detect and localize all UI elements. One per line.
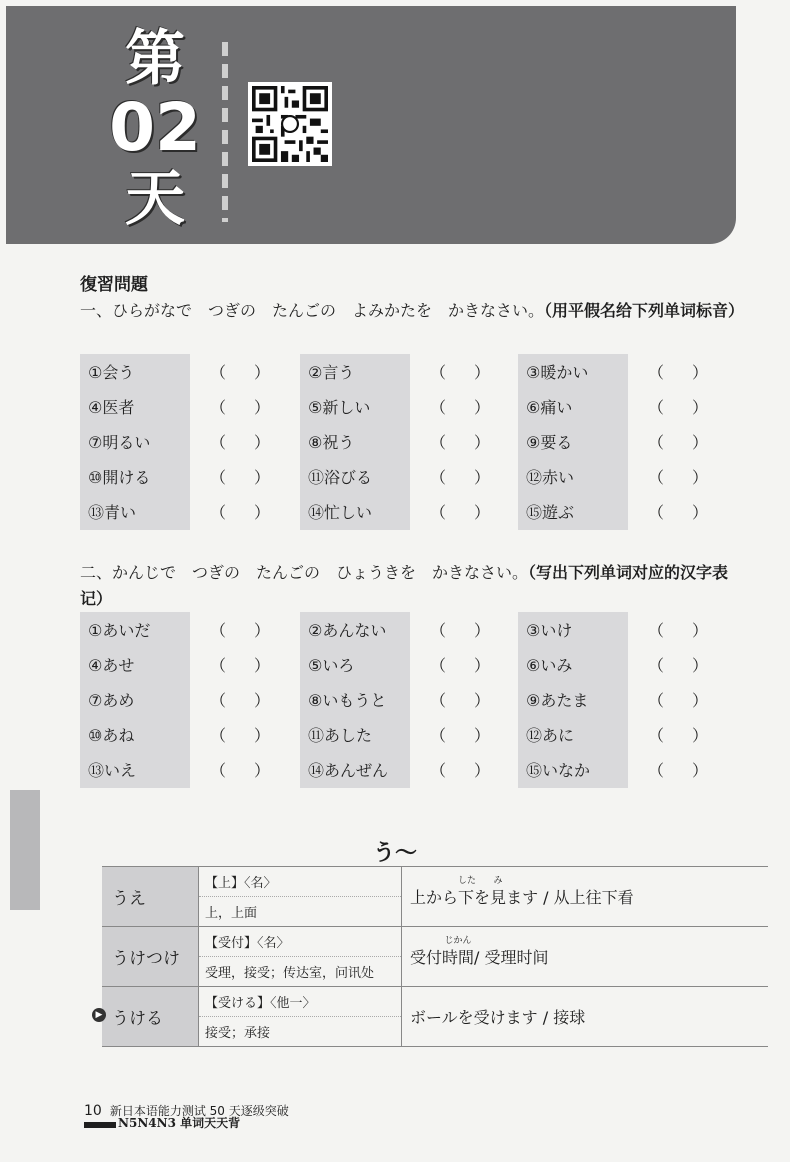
question-word: ⑥いみ <box>526 656 573 675</box>
question-word: ⑩開ける <box>88 468 151 487</box>
paren-open: （ <box>210 398 227 417</box>
paren-close: ） <box>691 621 708 640</box>
paren-open: （ <box>648 433 665 452</box>
question-row <box>80 682 300 717</box>
answer-blank[interactable] <box>410 430 498 453</box>
paren-close: ） <box>473 433 490 452</box>
vocab-kana: うけつけ <box>102 927 198 986</box>
answer-blank[interactable] <box>190 688 278 711</box>
question-row <box>518 752 738 787</box>
ruby-reading: した <box>458 876 477 886</box>
question-2-title-zh: （写出下列单词对应的汉字表记） <box>80 563 729 608</box>
paren-close: ） <box>473 726 490 745</box>
question-word: ⑬青い <box>88 503 137 522</box>
example-post: ます / 从上往下看 <box>506 888 634 907</box>
question-word: ⑫あに <box>526 726 575 745</box>
question-row <box>300 752 520 787</box>
question-2-title <box>80 560 748 612</box>
vocab-info <box>198 867 402 926</box>
paren-open: （ <box>648 726 665 745</box>
answer-blank[interactable] <box>628 618 716 641</box>
question-row <box>300 424 520 459</box>
paren-close: ） <box>253 761 270 780</box>
question-word: ②あんない <box>308 621 387 640</box>
paren-close: ） <box>473 468 490 487</box>
question-word: ⑪あした <box>308 726 373 745</box>
paren-open: （ <box>430 398 447 417</box>
answer-blank[interactable] <box>628 500 716 523</box>
example-mid: を <box>474 888 491 907</box>
vocab-head: 【受付】〈名〉 <box>199 927 401 957</box>
question-row <box>300 354 520 389</box>
question-row <box>80 494 300 529</box>
paren-open: （ <box>430 503 447 522</box>
section-heading: う～ <box>372 841 417 866</box>
answer-blank[interactable] <box>190 360 278 383</box>
example-post: / 受理时间 <box>474 948 549 967</box>
question-word: ⑩あね <box>88 726 135 745</box>
ruby-reading: み <box>493 876 503 886</box>
paren-close: ） <box>253 433 270 452</box>
paren-open: （ <box>210 363 227 382</box>
example-pre: ボールを受けます / 接球 <box>410 1008 586 1027</box>
answer-blank[interactable] <box>190 430 278 453</box>
answer-blank[interactable] <box>628 360 716 383</box>
question-word: ⑮遊ぶ <box>526 503 575 522</box>
answer-blank[interactable] <box>190 723 278 746</box>
example-pre: 受付 <box>410 948 443 967</box>
paren-close: ） <box>253 503 270 522</box>
paren-close: ） <box>691 503 708 522</box>
vocab-info <box>198 987 402 1046</box>
header-band <box>6 6 736 244</box>
grid-column <box>80 354 300 529</box>
review-title: 復習問題 <box>80 275 148 295</box>
paren-open: （ <box>648 503 665 522</box>
paren-open: （ <box>210 621 227 640</box>
paren-open: （ <box>210 656 227 675</box>
question-row <box>300 647 520 682</box>
page-number: 10 <box>84 1103 102 1119</box>
book-title: 新日本语能力测试 50 天逐级突破 <box>109 1104 289 1118</box>
answer-blank[interactable] <box>410 395 498 418</box>
question-word: ⑥痛い <box>526 398 573 417</box>
question-row <box>80 354 300 389</box>
question-word: ⑦明るい <box>88 433 151 452</box>
paren-open: （ <box>430 656 447 675</box>
paren-close: ） <box>691 398 708 417</box>
paren-close: ） <box>253 398 270 417</box>
day-label <box>90 26 220 234</box>
question-word: ⑧祝う <box>308 433 355 452</box>
grid-column <box>300 354 520 529</box>
paren-close: ） <box>473 656 490 675</box>
paren-open: （ <box>430 761 447 780</box>
paren-close: ） <box>473 691 490 710</box>
footer-bar <box>84 1122 116 1128</box>
question-row <box>518 682 738 717</box>
question-row <box>518 389 738 424</box>
question-word: ⑦あめ <box>88 691 135 710</box>
audio-icon[interactable]: ▶ <box>92 1008 106 1022</box>
ruby-word <box>458 876 477 908</box>
paren-open: （ <box>430 621 447 640</box>
question-word: ⑭あんぜん <box>308 761 389 780</box>
question-word: ⑤いろ <box>308 656 355 675</box>
paren-close: ） <box>473 363 490 382</box>
paren-open: （ <box>648 761 665 780</box>
answer-blank[interactable] <box>628 723 716 746</box>
answer-blank[interactable] <box>410 653 498 676</box>
paren-open: （ <box>648 621 665 640</box>
vocab-info <box>198 927 402 986</box>
question-word: ⑫赤い <box>526 468 575 487</box>
paren-open: （ <box>648 656 665 675</box>
paren-close: ） <box>253 621 270 640</box>
vocab-meaning: 接受；承接 <box>205 1026 271 1041</box>
answer-blank[interactable] <box>410 723 498 746</box>
paren-close: ） <box>473 621 490 640</box>
grid-column <box>518 612 738 787</box>
question-word: ⑬いえ <box>88 761 137 780</box>
answer-blank[interactable] <box>190 465 278 488</box>
answer-blank[interactable] <box>190 395 278 418</box>
paren-open: （ <box>648 363 665 382</box>
vocab-head: 【上】〈名〉 <box>199 867 401 897</box>
question-row <box>518 354 738 389</box>
answer-blank[interactable] <box>628 653 716 676</box>
question-row <box>518 612 738 647</box>
ruby-base: 下 <box>458 888 475 907</box>
answer-blank[interactable] <box>628 395 716 418</box>
paren-open: （ <box>210 761 227 780</box>
paren-open: （ <box>210 503 227 522</box>
question-word: ⑤新しい <box>308 398 371 417</box>
paren-open: （ <box>430 433 447 452</box>
answer-blank[interactable] <box>628 758 716 781</box>
paren-open: （ <box>648 468 665 487</box>
paren-close: ） <box>253 656 270 675</box>
vocab-table <box>102 866 768 1047</box>
question-row <box>300 494 520 529</box>
paren-open: （ <box>430 726 447 745</box>
example-pre: 上から <box>410 888 459 907</box>
question-row <box>518 647 738 682</box>
question-row <box>518 494 738 529</box>
question-word: ①あいだ <box>88 621 151 640</box>
ruby-word <box>442 936 475 968</box>
question-word: ⑮いなか <box>526 761 591 780</box>
vocab-meaning: 受理，接受；传达室，问讯处 <box>205 966 375 981</box>
vocab-row <box>102 987 768 1047</box>
answer-blank[interactable] <box>410 688 498 711</box>
answer-blank[interactable] <box>628 430 716 453</box>
paren-close: ） <box>691 761 708 780</box>
day-label-top: 第 <box>125 24 185 94</box>
dashed-divider <box>222 42 228 222</box>
day-label-bottom: 天 <box>125 164 185 234</box>
question-1-title-zh: （用平假名给下列单词标音） <box>544 301 745 320</box>
question-row <box>300 717 520 752</box>
paren-open: （ <box>210 726 227 745</box>
paren-open: （ <box>210 691 227 710</box>
answer-blank[interactable] <box>410 758 498 781</box>
qr-code[interactable] <box>248 82 332 166</box>
question-row <box>80 612 300 647</box>
paren-close: ） <box>691 433 708 452</box>
question-word: ⑪浴びる <box>308 468 373 487</box>
paren-close: ） <box>473 398 490 417</box>
paren-open: （ <box>648 398 665 417</box>
answer-blank[interactable] <box>410 360 498 383</box>
ruby-base: 時間 <box>442 948 475 967</box>
answer-blank[interactable] <box>190 500 278 523</box>
question-word: ③暖かい <box>526 363 589 382</box>
question-word: ④医者 <box>88 398 135 417</box>
vocab-head: 【受ける】〈他一〉 <box>199 987 401 1017</box>
answer-blank[interactable] <box>190 618 278 641</box>
vocab-row <box>102 867 768 927</box>
paren-open: （ <box>210 433 227 452</box>
paren-close: ） <box>691 468 708 487</box>
paren-close: ） <box>691 691 708 710</box>
answer-blank[interactable] <box>628 465 716 488</box>
question-word: ②言う <box>308 363 355 382</box>
qr-code-icon <box>252 86 328 162</box>
ruby-reading: じかん <box>444 936 472 946</box>
grid-column <box>300 612 520 787</box>
paren-close: ） <box>253 468 270 487</box>
question-word: ⑨要る <box>526 433 573 452</box>
question-row <box>300 459 520 494</box>
question-1-title-jp: 一、ひらがなで つぎの たんごの よみかたを かきなさい。 <box>80 301 545 320</box>
question-2-title-jp: 二、かんじで つぎの たんごの ひょうきを かきなさい。 <box>80 563 529 582</box>
question-1-title <box>80 298 748 324</box>
question-row <box>300 612 520 647</box>
grid-column <box>80 612 300 787</box>
question-row <box>80 717 300 752</box>
answer-blank[interactable] <box>410 618 498 641</box>
paren-close: ） <box>473 761 490 780</box>
vocab-example <box>402 927 768 986</box>
answer-blank[interactable] <box>190 653 278 676</box>
grid-column <box>518 354 738 529</box>
paren-close: ） <box>253 726 270 745</box>
question-row <box>518 424 738 459</box>
question-row <box>80 647 300 682</box>
vocab-example <box>402 987 768 1046</box>
question-row <box>300 682 520 717</box>
vocab-meaning: 上，上面 <box>205 906 258 921</box>
question-row <box>80 424 300 459</box>
question-row <box>80 752 300 787</box>
paren-open: （ <box>210 468 227 487</box>
vocab-kana: うえ <box>102 867 198 926</box>
question-word: ⑧いもうと <box>308 691 387 710</box>
question-word: ⑭忙しい <box>308 503 373 522</box>
answer-blank[interactable] <box>628 688 716 711</box>
paren-open: （ <box>430 691 447 710</box>
question-row <box>518 459 738 494</box>
paren-close: ） <box>253 691 270 710</box>
question-row <box>518 717 738 752</box>
question-row <box>80 389 300 424</box>
ruby-word <box>490 876 507 908</box>
series-title: N5N4N3 单词天天背 <box>118 1116 241 1130</box>
paren-open: （ <box>648 691 665 710</box>
question-row <box>80 459 300 494</box>
paren-open: （ <box>430 468 447 487</box>
question-word: ①会う <box>88 363 135 382</box>
answer-blank[interactable] <box>190 758 278 781</box>
question-row <box>300 389 520 424</box>
question-word: ③いけ <box>526 621 573 640</box>
vocab-kana: うける <box>102 987 198 1046</box>
ruby-base: 見 <box>490 888 507 907</box>
paren-close: ） <box>691 726 708 745</box>
paren-close: ） <box>691 363 708 382</box>
paren-close: ） <box>691 656 708 675</box>
question-word: ④あせ <box>88 656 135 675</box>
question-word: ⑨あたま <box>526 691 589 710</box>
day-number: 02 <box>109 89 201 166</box>
paren-open: （ <box>430 363 447 382</box>
vocab-row <box>102 927 768 987</box>
answer-blank[interactable] <box>410 500 498 523</box>
vocab-example <box>402 867 768 926</box>
answer-blank[interactable] <box>410 465 498 488</box>
paren-close: ） <box>253 363 270 382</box>
paren-close: ） <box>473 503 490 522</box>
